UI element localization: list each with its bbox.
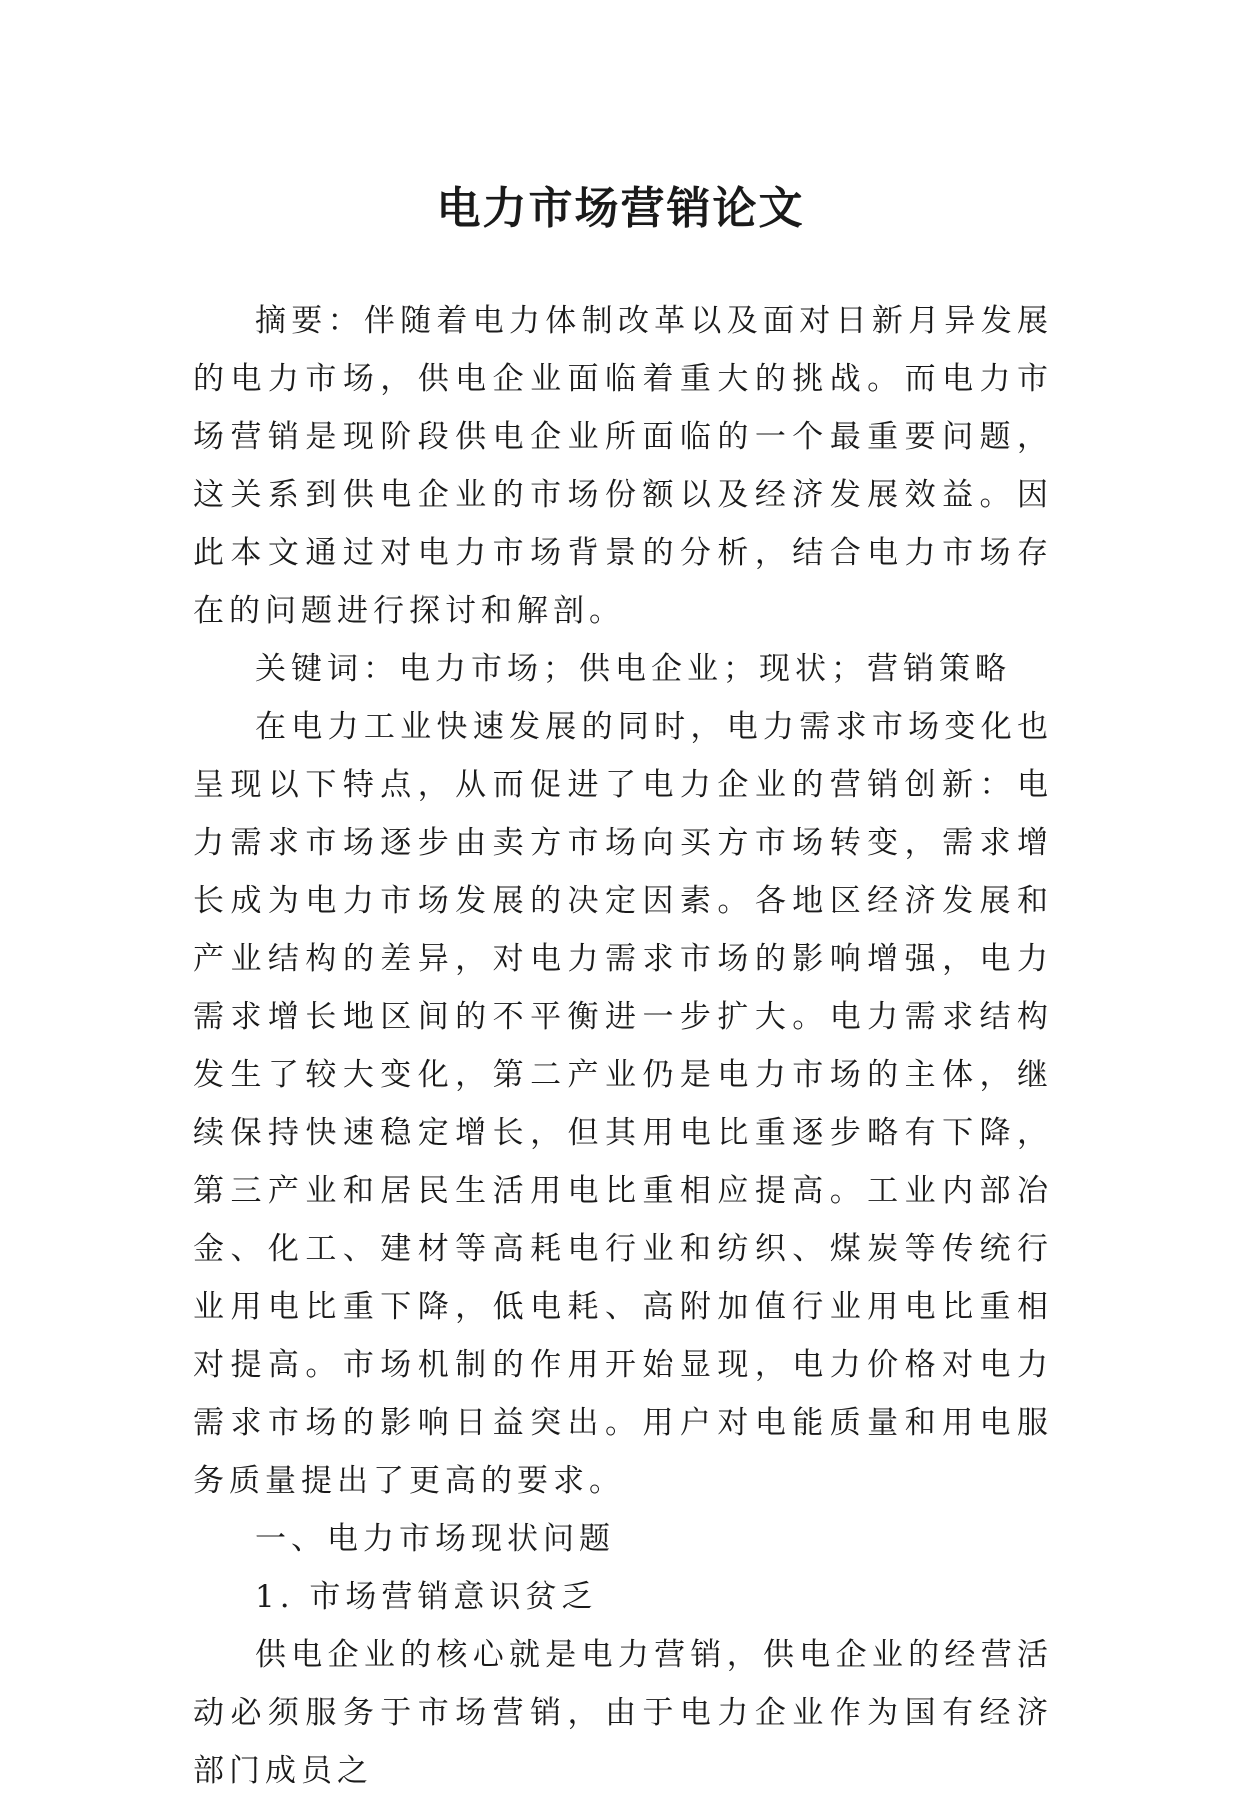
intro-paragraph: 在电力工业快速发展的同时，电力需求市场变化也呈现以下特点，从而促进了电力企业的营销创新：电力需求市场逐步由卖方市场向买方市场转变，需求增长成为电力市场发展的决定因素。各地区经济发展和产业结构的差异，对电力需求市场的影响增强，电力需求增长地区间的不平衡进一步扩大。电力需求结构发生了较大变化，第二产业仍是电力市场的主体，继续保持快速稳定增长，但其用电比重逐步略有下降，第三产业和居民生活用电比重相应提高。工业内部冶金、化工、建材等高耗电行业和纺织、煤炭等传统行业用电比重下降，低电耗、高附加值行业用电比重相对提高。市场机制的作用开始显现，电力价格对电力需求市场的影响日益突出。用户对电能质量和用电服务质量提出了更高的要求。 [193,709,1053,1499]
abstract-paragraph: 摘要：伴随着电力体制改革以及面对日新月异发展的电力市场，供电企业面临着重大的挑战。而电力市场营销是现阶段供电企业所面临的一个最重要问题，这关系到供电企业的市场份额以及经济发展效益。因此本文通过对电力市场背景的分析，结合电力市场存在的问题进行探讨和解剖。 [193,303,1053,629]
keywords-paragraph: 关键词：电力市场；供电企业；现状；营销策略 [255,651,1011,687]
section-heading: 一、电力市场现状问题 [255,1521,615,1557]
document-title: 电力市场营销论文 [436,183,805,235]
document-body [193,292,1053,1800]
body-paragraph: 供电企业的核心就是电力营销，供电企业的经营活动必须服务于市场营销，由于电力企业作为国有经济部门成员之 [193,1637,1053,1789]
subsection-heading: 1. 市场营销意识贫乏 [255,1579,598,1615]
